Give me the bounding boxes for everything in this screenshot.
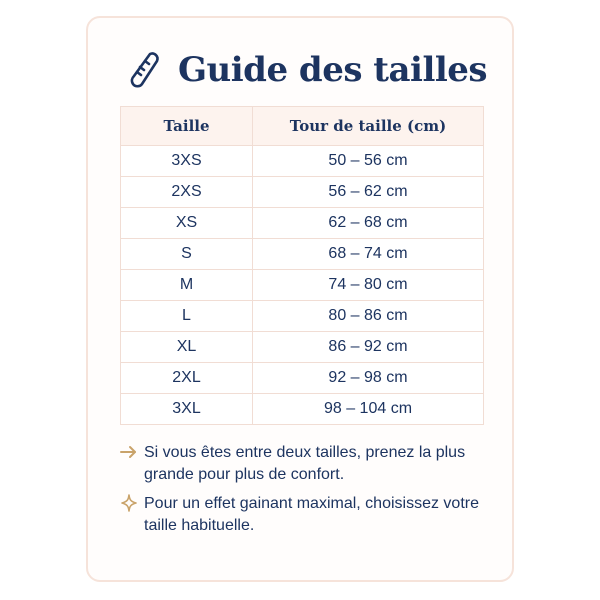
waist-cell: 50 – 56 cm <box>253 146 484 177</box>
arrow-right-icon <box>120 442 144 471</box>
waist-cell: 80 – 86 cm <box>253 301 484 332</box>
size-cell: 3XL <box>121 394 253 425</box>
table-row <box>121 363 484 394</box>
sparkle-icon <box>120 493 144 522</box>
size-cell: XL <box>121 332 253 363</box>
note-text: Pour un effet gainant maximal, choisissez votre taille habituelle. <box>144 495 479 534</box>
size-table <box>120 106 484 425</box>
size-cell: 3XS <box>121 146 253 177</box>
waist-cell: 98 – 104 cm <box>253 394 484 425</box>
size-cell: 2XS <box>121 177 253 208</box>
column-header-size: Taille <box>121 107 253 146</box>
header <box>128 48 487 92</box>
waist-cell: 86 – 92 cm <box>253 332 484 363</box>
table-row <box>121 239 484 270</box>
table-row <box>121 177 484 208</box>
table-row <box>121 301 484 332</box>
table-row <box>121 394 484 425</box>
waist-cell: 62 – 68 cm <box>253 208 484 239</box>
size-cell: M <box>121 270 253 301</box>
notes <box>120 442 490 544</box>
size-cell: L <box>121 301 253 332</box>
size-cell: S <box>121 239 253 270</box>
table-header-row <box>121 107 484 146</box>
waist-cell: 74 – 80 cm <box>253 270 484 301</box>
table-row <box>121 208 484 239</box>
column-header-waist: Tour de taille (cm) <box>253 107 484 146</box>
table-row <box>121 146 484 177</box>
page-title: Guide des tailles <box>178 50 488 90</box>
waist-cell: 68 – 74 cm <box>253 239 484 270</box>
note-item <box>120 442 490 486</box>
note-text: Si vous êtes entre deux tailles, prenez la plus grande pour plus de confort. <box>144 444 466 483</box>
measuring-tape-icon <box>128 50 162 90</box>
size-guide-card <box>86 16 514 582</box>
size-cell: XS <box>121 208 253 239</box>
table-row <box>121 270 484 301</box>
size-cell: 2XL <box>121 363 253 394</box>
waist-cell: 92 – 98 cm <box>253 363 484 394</box>
table-row <box>121 332 484 363</box>
waist-cell: 56 – 62 cm <box>253 177 484 208</box>
note-item <box>120 493 490 537</box>
